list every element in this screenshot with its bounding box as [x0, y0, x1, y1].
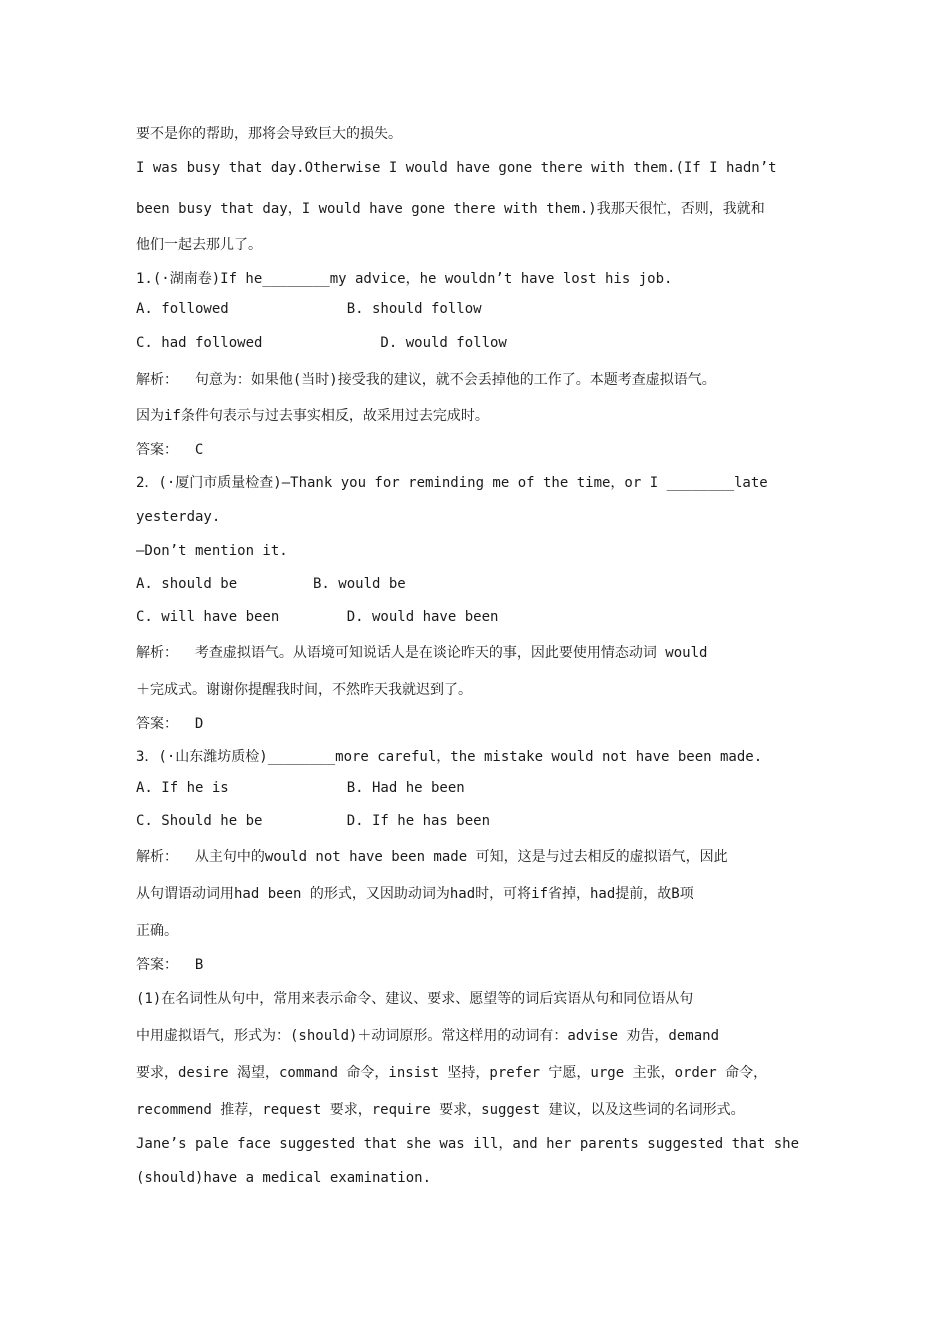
text-line: —Don’t mention it. [136, 543, 288, 559]
answer-line: 答案： B [136, 957, 204, 973]
text-line: 要不是你的帮助，那将会导致巨大的损失。 [136, 126, 402, 142]
option-line: A. If he is B. Had he been [136, 780, 465, 796]
option-line: C. had followed D. would follow [136, 335, 507, 351]
analysis-line: 解析： 从主句中的would not have been made 可知，这是与过去相反的虚拟语气，因此 [136, 849, 728, 865]
text-line: been busy that day，I would have gone there with them.)我那天很忙，否则，我就和 [136, 201, 765, 217]
question-3: 3．(·山东潍坊质检)________more careful，the mistake would not have been made. [136, 749, 763, 765]
option-line: A. followed B. should follow [136, 301, 482, 317]
text-line: recommend 推荐，request 要求，require 要求，suggest 建议，以及这些词的名词形式。 [136, 1102, 745, 1118]
text-line: 他们一起去那儿了。 [136, 237, 262, 253]
option-line: C. Should he be D. If he has been [136, 813, 491, 829]
example-line: (should)have a medical examination. [136, 1170, 432, 1186]
example-line: Jane’s pale face suggested that she was ill，and her parents suggested that she [136, 1136, 800, 1152]
analysis-line: 因为if条件句表示与过去事实相反，故采用过去完成时。 [136, 408, 489, 424]
text-line: yesterday. [136, 509, 221, 525]
analysis-line: 解析： 句意为：如果他(当时)接受我的建议，就不会丢掉他的工作了。本题考查虚拟语气。 [136, 372, 716, 388]
analysis-line: ＋完成式。谢谢你提醒我时间，不然昨天我就迟到了。 [136, 682, 472, 698]
analysis-line: 从句谓语动词用had been 的形式，又因助动词为had时，可将if省掉，had提前，故B项 [136, 886, 694, 902]
question-2: 2．(·厦门市质量检查)—Thank you for reminding me of the time，or I ________late [136, 475, 768, 491]
option-line: A. should be B. would be [136, 576, 406, 592]
analysis-line: 正确。 [136, 923, 178, 939]
answer-line: 答案： C [136, 442, 204, 458]
text-line: 中用虚拟语气，形式为：(should)＋动词原形。常这样用的动词有：advise 劝告，demand [136, 1028, 720, 1044]
text-line: (1)在名词性从句中，常用来表示命令、建议、要求、愿望等的词后宾语从句和同位语从句 [136, 991, 694, 1007]
option-line: C. will have been D. would have been [136, 609, 499, 625]
answer-line: 答案： D [136, 716, 204, 732]
question-1: 1.(·湖南卷)If he________my advice，he wouldn’t have lost his job. [136, 271, 673, 287]
text-line: 要求，desire 渴望，command 命令，insist 坚持，prefer 宁愿，urge 主张，order 命令， [136, 1065, 768, 1081]
text-line: I was busy that day.Otherwise I would have gone there with them.(If I hadn’t [136, 160, 777, 176]
analysis-line: 解析： 考查虚拟语气。从语境可知说话人是在谈论昨天的事，因此要使用情态动词 would [136, 645, 708, 661]
